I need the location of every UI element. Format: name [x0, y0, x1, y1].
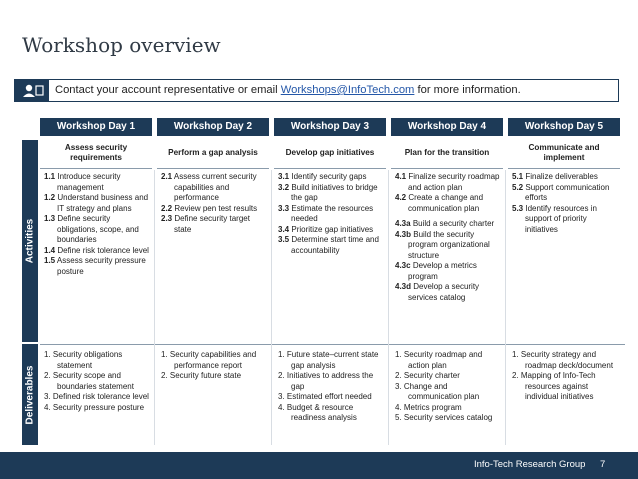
- deliverable-item: 1. Security roadmap and action plan: [395, 350, 483, 370]
- activity-text: Build the security program organizational structure: [408, 229, 490, 260]
- deliverable-item: 4. Metrics program: [395, 402, 462, 412]
- activities-list-day-4: [395, 172, 501, 303]
- activity-number: 4.3a: [395, 219, 411, 228]
- activity-text: Support communication efforts: [525, 182, 610, 202]
- activity-item: [161, 172, 267, 204]
- activity-number: 4.1: [395, 172, 407, 181]
- activity-number: 5.1: [512, 172, 524, 181]
- deliverable-item: 4. Security pressure posture: [44, 402, 145, 412]
- column-separator: [154, 170, 155, 445]
- activity-text: Develop a metrics program: [408, 261, 477, 281]
- deliverable-item: 3. Estimated effort needed: [278, 392, 372, 401]
- activity-item: [278, 172, 384, 183]
- deliverable-item: 3. Defined risk tolerance level: [44, 392, 149, 401]
- deliverables-list-day-5: [512, 350, 618, 403]
- deliverable-item: 5. Security services catalog: [395, 413, 493, 422]
- activities-list-day-2: [161, 172, 267, 235]
- activity-number: 5.3: [512, 203, 524, 213]
- activity-number: 1.5: [44, 256, 56, 265]
- activity-number: 3.3: [278, 203, 290, 213]
- deliverables-list-day-4: [395, 350, 501, 424]
- activity-item: [278, 183, 384, 204]
- day-objective-2: Perform a gap analysis: [157, 138, 269, 169]
- person-card-icon: [15, 80, 49, 101]
- deliverables-list-day-2: [161, 350, 267, 382]
- activity-item: [278, 204, 384, 225]
- activity-item: [395, 193, 501, 214]
- deliverable-item: 2. Security charter: [395, 371, 460, 380]
- activity-item: [44, 193, 150, 214]
- activity-number: 4.2: [395, 193, 407, 202]
- activity-text: Assess security pressure posture: [56, 256, 146, 276]
- activity-text: Finalize security roadmap and action plan: [408, 172, 500, 192]
- activity-item: [44, 214, 150, 246]
- activity-item: [44, 256, 150, 277]
- day-header-3: Workshop Day 3: [274, 118, 386, 136]
- deliverable-item: 2. Initiatives to address the gap: [278, 371, 374, 391]
- activities-row-label: [22, 140, 38, 342]
- activity-item: [161, 214, 267, 235]
- activity-item: [512, 172, 618, 183]
- activity-number: 2.1: [161, 172, 173, 181]
- column-separator: [388, 170, 389, 445]
- deliverable-item: 1. Security obligations statement: [44, 350, 123, 370]
- activity-text: Define security target state: [174, 214, 250, 234]
- deliverables-list-day-3: [278, 350, 384, 424]
- activity-number: 2.2: [161, 203, 173, 213]
- email-link[interactable]: Workshops@InfoTech.com: [280, 84, 415, 96]
- activity-number: 4.3b: [395, 229, 412, 239]
- activity-number: 1.3: [44, 214, 56, 223]
- day-header-2: Workshop Day 2: [157, 118, 269, 136]
- activity-text: Define risk tolerance level: [57, 245, 149, 255]
- activity-item: [395, 261, 501, 282]
- activity-number: 2.3: [161, 214, 173, 223]
- activity-item: [512, 204, 618, 236]
- activity-text: Identify resources in support of priority initiatives: [525, 203, 597, 234]
- activity-number: 1.2: [44, 193, 56, 202]
- activity-text: Determine start time and accountability: [291, 235, 379, 255]
- deliverable-item: 3. Change and communication plan: [395, 381, 480, 401]
- page-number: 7: [600, 459, 606, 470]
- deliverable-item: 2. Security scope and boundaries statement: [44, 371, 134, 391]
- contact-text-after: for more information.: [414, 84, 521, 96]
- page-title: Workshop overview: [22, 33, 221, 57]
- day-objective-1: Assess security requirements: [40, 138, 152, 169]
- activity-text: Build initiatives to bridge the gap: [291, 182, 378, 202]
- activity-item: [395, 230, 501, 262]
- activity-item: [278, 225, 384, 236]
- footer-org: Info-Tech Research Group: [474, 459, 586, 470]
- contact-banner: [14, 79, 619, 102]
- activity-text: Create a change and communication plan: [408, 193, 484, 213]
- deliverable-item: 1. Security strategy and roadmap deck/document: [512, 350, 614, 370]
- activity-number: 3.5: [278, 235, 290, 244]
- day-objective-4: Plan for the transition: [391, 138, 503, 169]
- row-divider: [40, 344, 625, 345]
- activity-text: Review pen test results: [174, 203, 258, 213]
- activity-text: Understand business and IT strategy and plans: [57, 193, 149, 213]
- day-objective-5: Communicate and implement: [508, 138, 620, 169]
- activity-text: Build a security charter: [412, 219, 495, 228]
- activity-text: Identify security gaps: [291, 172, 367, 181]
- activity-number: 1.4: [44, 245, 56, 255]
- contact-text-before: Contact your account representative or email: [55, 84, 281, 96]
- deliverable-item: 1. Future state–current state gap analysis: [278, 350, 379, 370]
- activities-label: Activities: [24, 218, 36, 264]
- activity-text: Assess current security capabilities and performance: [173, 172, 257, 202]
- column-separator: [271, 170, 272, 445]
- activity-text: Introduce security management: [57, 172, 121, 192]
- activity-number: 4.3d: [395, 282, 412, 291]
- deliverable-item: 4. Budget & resource readiness analysis: [278, 402, 357, 422]
- activity-item: [161, 204, 267, 215]
- activity-item: [512, 183, 618, 204]
- activity-number: 1.1: [44, 172, 56, 181]
- contact-text: [55, 84, 521, 96]
- activity-text: Prioritize gap initiatives: [291, 224, 374, 234]
- day-header-5: Workshop Day 5: [508, 118, 620, 136]
- activities-list-day-5: [512, 172, 618, 235]
- deliverable-item: 1. Security capabilities and performance report: [161, 350, 257, 370]
- activity-item: [395, 172, 501, 193]
- activity-item: [395, 282, 501, 303]
- activity-number: 3.4: [278, 224, 290, 234]
- deliverable-item: 2. Mapping of Info-Tech resources against individual initiatives: [512, 371, 596, 401]
- footer-bar: [0, 452, 638, 479]
- activity-number: 5.2: [512, 182, 524, 192]
- activity-item: [44, 246, 150, 257]
- activity-number: 4.3c: [395, 261, 411, 270]
- activities-list-day-1: [44, 172, 150, 277]
- activity-item: [278, 235, 384, 256]
- activity-text: Develop a security services catalog: [408, 282, 480, 302]
- deliverables-row-label: [22, 344, 38, 445]
- day-objective-3: Develop gap initiatives: [274, 138, 386, 169]
- activity-item: [395, 219, 501, 230]
- deliverables-label: Deliverables: [24, 365, 36, 424]
- activities-list-day-3: [278, 172, 384, 256]
- activity-item: [44, 172, 150, 193]
- activity-number: 3.1: [278, 172, 290, 181]
- column-separator: [505, 170, 506, 445]
- day-header-4: Workshop Day 4: [391, 118, 503, 136]
- deliverable-item: 2. Security future state: [161, 371, 242, 380]
- activity-number: 3.2: [278, 182, 290, 192]
- deliverables-list-day-1: [44, 350, 150, 413]
- day-header-1: Workshop Day 1: [40, 118, 152, 136]
- activity-text: Finalize deliverables: [525, 172, 598, 181]
- activity-text: Estimate the resources needed: [291, 203, 374, 223]
- activity-text: Define security obligations, scope, and boundaries: [57, 214, 139, 244]
